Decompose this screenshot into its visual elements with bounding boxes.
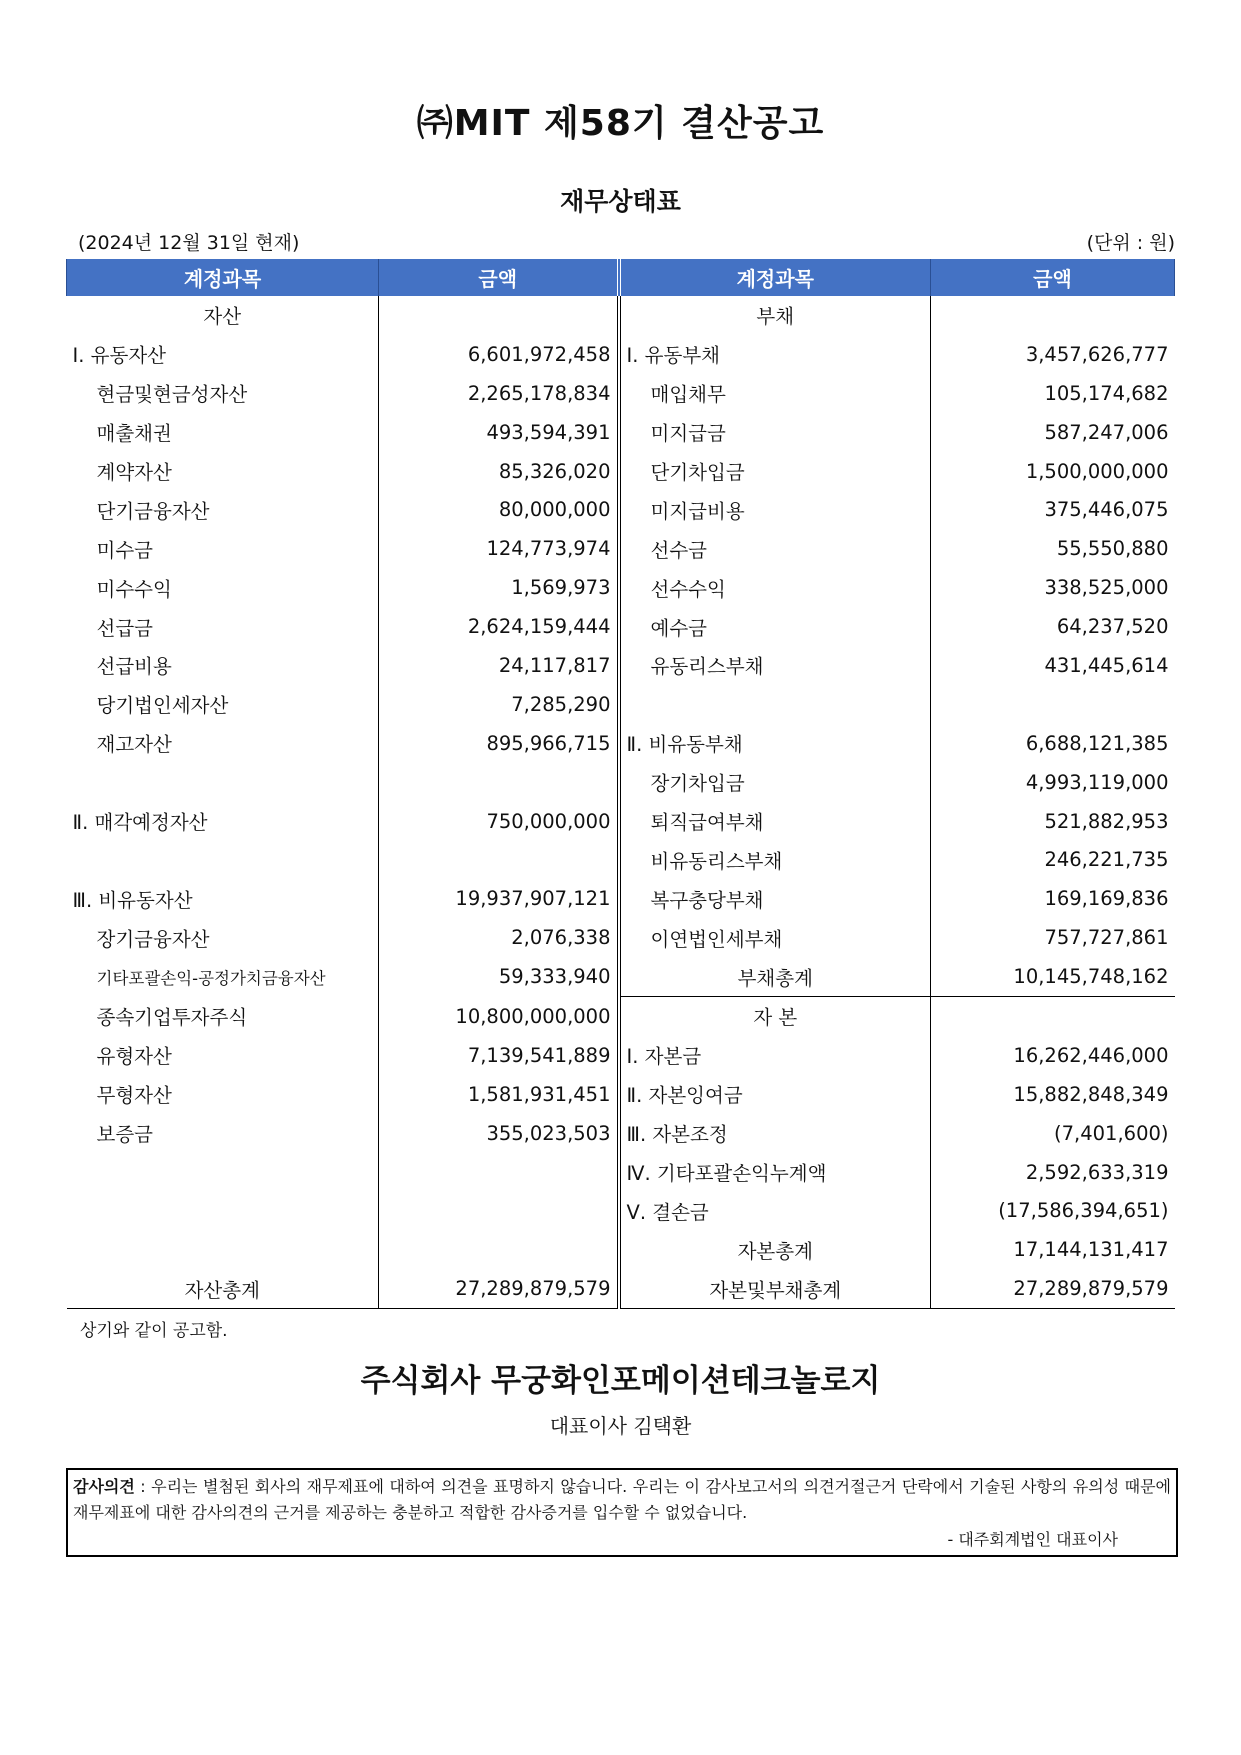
table-row <box>67 802 1175 841</box>
table-row <box>67 918 1175 957</box>
right-account-cell: Ⅱ. 자본잉여금 <box>626 1084 743 1108</box>
left-account-cell <box>67 1230 379 1269</box>
right-amount-cell: 1,500,000,000 <box>931 452 1175 491</box>
left-amount-cell: 1,569,973 <box>379 568 619 607</box>
header-account-right: 계정과목 <box>619 259 931 296</box>
audit-label: 감사의견 <box>73 1477 135 1496</box>
right-amount-cell: 105,174,682 <box>931 374 1175 413</box>
left-account-cell: 재고자산 <box>96 733 172 757</box>
right-account-cell: 선수금 <box>650 538 708 562</box>
left-account-cell: Ⅰ. 유동자산 <box>72 344 166 368</box>
right-amount-cell: 338,525,000 <box>931 568 1175 607</box>
left-amount-cell: 2,076,338 <box>379 918 619 957</box>
table-row <box>67 568 1175 607</box>
left-amount-cell <box>379 1191 619 1230</box>
right-amount-cell: 17,144,131,417 <box>931 1230 1175 1269</box>
right-amount-cell: 6,688,121,385 <box>931 724 1175 763</box>
table-row <box>67 413 1175 452</box>
table-header-row <box>67 259 1175 296</box>
left-account-cell <box>67 1153 379 1192</box>
header-amount-right: 금액 <box>931 259 1175 296</box>
table-row <box>67 335 1175 374</box>
left-account-cell: 유형자산 <box>96 1045 172 1069</box>
left-amount-cell <box>379 763 619 802</box>
left-amount-cell <box>379 296 619 335</box>
left-account-cell: 당기법인세자산 <box>96 694 229 718</box>
left-amount-cell: 355,023,503 <box>379 1114 619 1153</box>
right-amount-cell: 169,169,836 <box>931 879 1175 918</box>
statement-title: 재무상태표 <box>560 187 681 216</box>
page-title: ㈜MIT 제58기 결산공고 <box>416 103 825 144</box>
right-account-cell: Ⅳ. 기타포괄손익누계액 <box>626 1162 827 1186</box>
right-account-cell: 미지급금 <box>650 422 726 446</box>
left-amount-cell: 7,285,290 <box>379 685 619 724</box>
audit-opinion-box <box>66 1468 1178 1557</box>
left-account-cell: 종속기업투자주식 <box>96 1006 248 1030</box>
right-account-cell: 비유동리스부채 <box>650 849 783 873</box>
right-amount-cell: 521,882,953 <box>931 802 1175 841</box>
left-amount-cell: 80,000,000 <box>379 490 619 529</box>
right-account-cell: 예수금 <box>650 616 708 640</box>
right-account-cell: 이연법인세부채 <box>650 927 783 951</box>
left-amount-cell: 7,139,541,889 <box>379 1036 619 1075</box>
header-amount-left: 금액 <box>379 259 619 296</box>
left-account-cell: 선급금 <box>96 616 154 640</box>
left-amount-cell: 124,773,974 <box>379 529 619 568</box>
left-amount-cell <box>379 1230 619 1269</box>
header-account-left: 계정과목 <box>67 259 379 296</box>
ceo-name: 대표이사 김택환 <box>549 1414 692 1438</box>
right-amount-cell: (7,401,600) <box>931 1114 1175 1153</box>
right-amount-cell: 55,550,880 <box>931 529 1175 568</box>
left-account-cell: 미수금 <box>96 538 154 562</box>
left-account-cell: 선급비용 <box>96 655 172 679</box>
right-account-cell: 미지급비용 <box>650 499 745 523</box>
left-amount-cell: 6,601,972,458 <box>379 335 619 374</box>
table-row <box>67 1153 1175 1192</box>
right-account-cell: 복구충당부채 <box>650 888 764 912</box>
left-amount-cell: 85,326,020 <box>379 452 619 491</box>
table-row <box>67 1114 1175 1153</box>
right-account-cell: 부채 <box>756 305 795 329</box>
balance-sheet-table <box>66 259 1175 1309</box>
right-amount-cell: 587,247,006 <box>931 413 1175 452</box>
left-account-cell <box>67 763 379 802</box>
right-account-cell: Ⅴ. 결손금 <box>626 1200 709 1224</box>
table-row <box>67 997 1175 1036</box>
right-account-cell: Ⅲ. 자본조정 <box>626 1123 728 1147</box>
table-row <box>67 374 1175 413</box>
right-amount-cell: 3,457,626,777 <box>931 335 1175 374</box>
right-account-cell: 자본총계 <box>737 1239 813 1263</box>
left-amount-cell: 2,265,178,834 <box>379 374 619 413</box>
left-account-cell: 기타포괄손익-공정가치금융자산 <box>96 968 326 988</box>
right-amount-cell: 15,882,848,349 <box>931 1075 1175 1114</box>
table-row <box>67 646 1175 685</box>
right-amount-cell: 4,993,119,000 <box>931 763 1175 802</box>
date-note: (2024년 12월 31일 현재) <box>78 232 300 254</box>
right-amount-cell: 375,446,075 <box>931 490 1175 529</box>
right-amount-cell: 246,221,735 <box>931 840 1175 879</box>
table-row <box>67 1191 1175 1230</box>
right-account-cell: 유동리스부채 <box>650 655 764 679</box>
left-account-cell: 자산총계 <box>67 1269 379 1308</box>
left-account-cell: 무형자산 <box>96 1084 172 1108</box>
left-account-cell: 매출채권 <box>96 422 172 446</box>
left-amount-cell <box>379 1153 619 1192</box>
right-amount-cell: (17,586,394,651) <box>931 1191 1175 1230</box>
right-account-cell: 자본및부채총계 <box>619 1269 931 1308</box>
left-amount-cell: 1,581,931,451 <box>379 1075 619 1114</box>
right-amount-cell: 2,592,633,319 <box>931 1153 1175 1192</box>
left-account-cell: 자산 <box>203 305 242 329</box>
right-account-cell: Ⅰ. 유동부채 <box>626 344 720 368</box>
table-row <box>67 724 1175 763</box>
right-account-cell <box>619 685 931 724</box>
left-amount-cell: 59,333,940 <box>379 957 619 996</box>
left-amount-cell <box>379 840 619 879</box>
table-row <box>67 1036 1175 1075</box>
audit-signature: - 대주회계법인 대표이사 <box>947 1530 1118 1549</box>
left-account-cell <box>67 840 379 879</box>
left-amount-cell: 895,966,715 <box>379 724 619 763</box>
right-account-cell: 매입채무 <box>650 383 726 407</box>
right-amount-cell: 64,237,520 <box>931 607 1175 646</box>
right-amount-cell: 757,727,861 <box>931 918 1175 957</box>
left-amount-cell: 750,000,000 <box>379 802 619 841</box>
right-amount-cell: 10,145,748,162 <box>931 957 1175 996</box>
table-row <box>67 607 1175 646</box>
table-row <box>67 957 1175 996</box>
right-amount-cell <box>931 685 1175 724</box>
left-account-cell: Ⅱ. 매각예정자산 <box>72 811 208 835</box>
left-account-cell: 현금및현금성자산 <box>96 383 248 407</box>
right-amount-cell <box>931 296 1175 335</box>
left-amount-cell: 24,117,817 <box>379 646 619 685</box>
left-account-cell: Ⅲ. 비유동자산 <box>72 888 193 912</box>
company-name: 주식회사 무궁화인포메이션테크놀로지 <box>360 1363 881 1399</box>
table-row <box>67 296 1175 335</box>
table-row <box>67 1230 1175 1269</box>
left-amount-cell: 493,594,391 <box>379 413 619 452</box>
left-account-cell: 보증금 <box>96 1123 154 1147</box>
table-row <box>67 685 1175 724</box>
left-account-cell <box>67 1191 379 1230</box>
table-row <box>67 1269 1175 1308</box>
left-account-cell: 계약자산 <box>96 461 172 484</box>
table-row <box>67 490 1175 529</box>
right-account-cell: 단기차입금 <box>650 461 745 484</box>
audit-text: : 우리는 별첨된 회사의 재무제표에 대하여 의견을 표명하지 않습니다. 우리는 이 감사보고서의 의견거절근거 단락에서 기술된 사항의 유의성 때문에 재무제표에 대한 감사의견의 근거를 제공하는 충분하고 적합한 감사증거를 입수할 수 없었습니다. <box>73 1477 1171 1522</box>
right-amount-cell: 16,262,446,000 <box>931 1036 1175 1075</box>
table-row <box>67 529 1175 568</box>
left-account-cell: 미수수익 <box>96 577 172 601</box>
table-row <box>67 879 1175 918</box>
table-row <box>67 1075 1175 1114</box>
right-account-cell: 장기차입금 <box>650 772 745 796</box>
left-amount-cell: 10,800,000,000 <box>379 997 619 1036</box>
left-account-cell: 장기금융자산 <box>96 927 210 951</box>
table-row <box>67 452 1175 491</box>
right-amount-cell: 27,289,879,579 <box>931 1269 1175 1308</box>
table-row <box>67 840 1175 879</box>
table-row <box>67 763 1175 802</box>
right-account-cell: Ⅱ. 비유동부채 <box>626 733 743 757</box>
right-account-cell: Ⅰ. 자본금 <box>626 1045 702 1069</box>
right-amount-cell <box>931 997 1175 1036</box>
closing-statement: 상기와 같이 공고함. <box>80 1321 228 1341</box>
left-amount-cell: 19,937,907,121 <box>379 879 619 918</box>
right-amount-cell: 431,445,614 <box>931 646 1175 685</box>
right-account-cell: 부채총계 <box>737 966 813 990</box>
left-amount-cell: 27,289,879,579 <box>379 1269 619 1308</box>
left-amount-cell: 2,624,159,444 <box>379 607 619 646</box>
left-account-cell: 단기금융자산 <box>96 499 210 523</box>
right-account-cell: 자 본 <box>619 997 931 1036</box>
unit-note: (단위 : 원) <box>1086 232 1175 254</box>
right-account-cell: 선수수익 <box>650 577 726 601</box>
right-account-cell: 퇴직급여부채 <box>650 811 764 835</box>
